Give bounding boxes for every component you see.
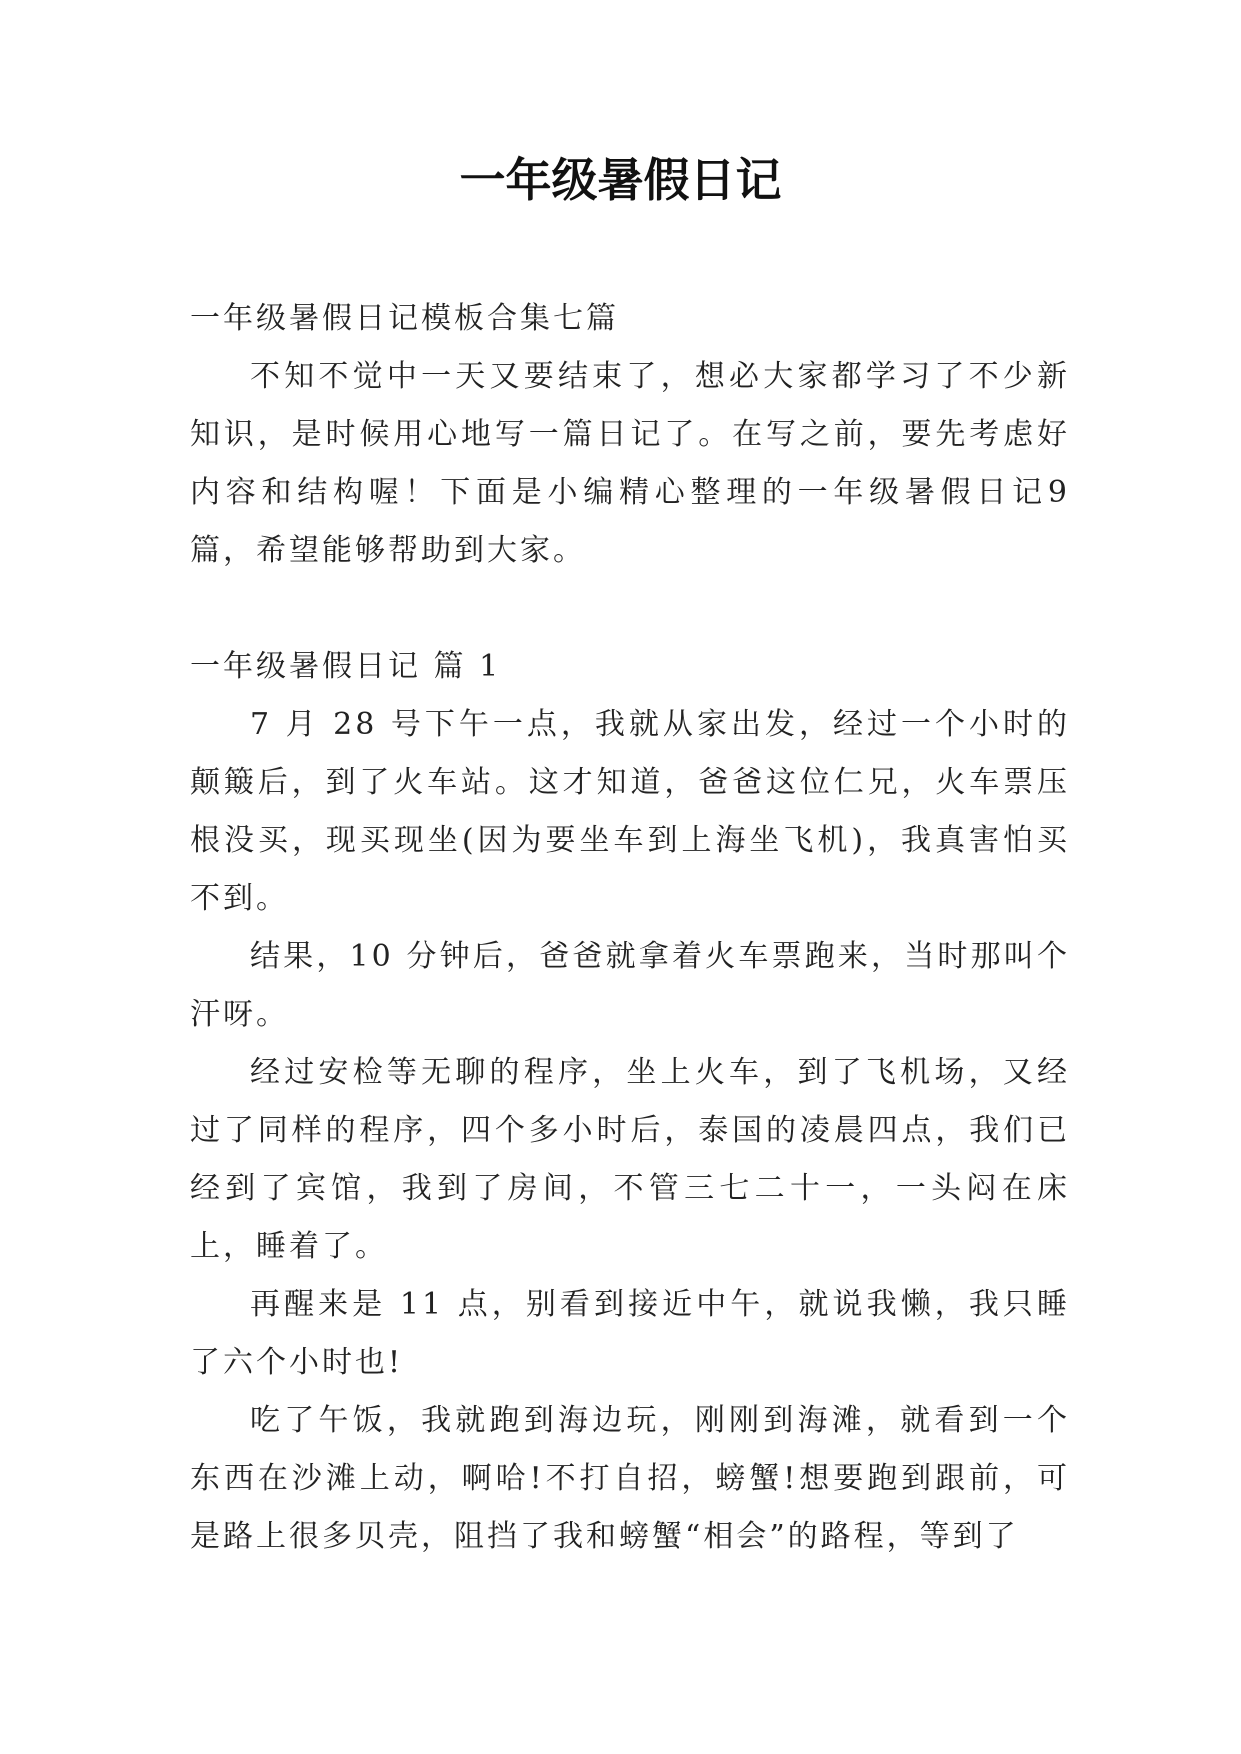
body-paragraph: 再醒来是 11 点，别看到接近中午，就说我懒，我只睡了六个小时也! [190,1287,1070,1380]
body-paragraph: 吃了午饭，我就跑到海边玩，刚刚到海滩，就看到一个东西在沙滩上动，啊哈!不打自招，螃蟹!想要跑到跟前，可是路上很多贝壳，阻挡了我和螃蟹“相会”的路程，等到了 [190,1403,1070,1554]
intro-paragraph: 不知不觉中一天又要结束了，想必大家都学习了不少新知识，是时候用心地写一篇日记了。在写之前，要先考虑好内容和结构喔！下面是小编精心整理的一年级暑假日记9篇，希望能够帮助到大家。 [190,359,1070,568]
body-paragraph: 经过安检等无聊的程序，坐上火车，到了飞机场，又经过了同样的程序，四个多小时后，泰国的凌晨四点，我们已经到了宾馆，我到了房间，不管三七二十一，一头闷在床上，睡着了。 [190,1055,1070,1264]
body-paragraph: 7 月 28 号下午一点，我就从家出发，经过一个小时的颠簸后，到了火车站。这才知道，爸爸这位仁兄，火车票压根没买，现买现坐(因为要坐车到上海坐飞机)，我真害怕买不到。 [190,707,1070,916]
document-title: 一年级暑假日记 [459,153,782,207]
section-heading: 一年级暑假日记 篇 1 [190,649,502,684]
intro-heading: 一年级暑假日记模板合集七篇 [190,301,619,336]
body-paragraph: 结果，10 分钟后，爸爸就拿着火车票跑来，当时那叫个汗呀。 [190,939,1070,1032]
document-body [190,290,1070,1566]
